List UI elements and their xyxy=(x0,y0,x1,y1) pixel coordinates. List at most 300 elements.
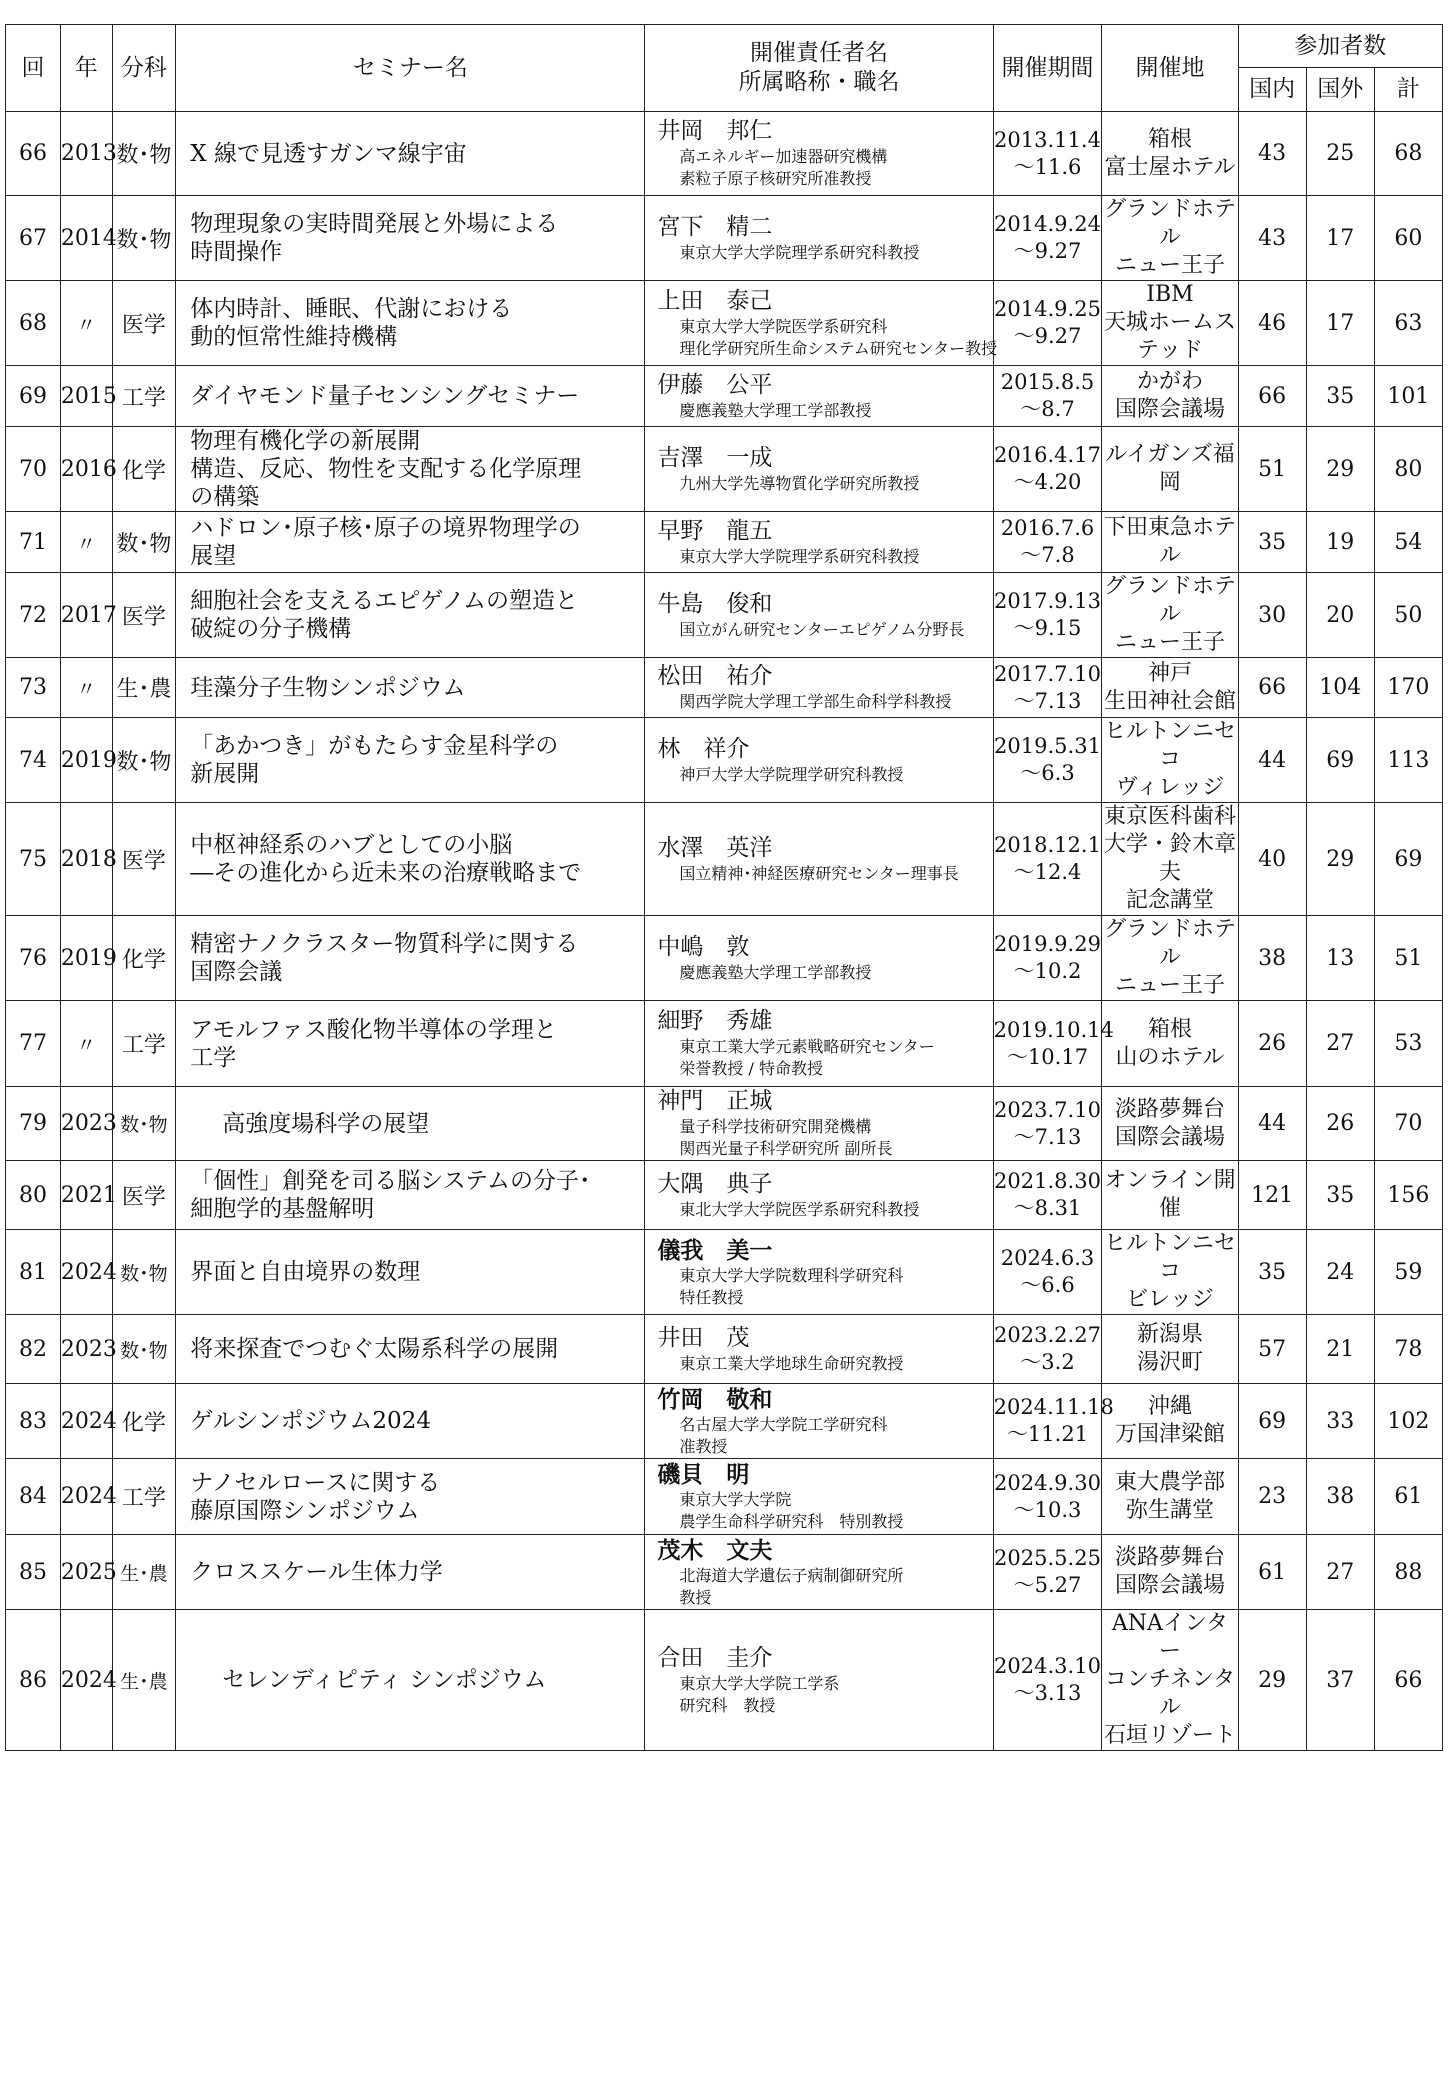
row-year: 2023 xyxy=(60,1087,112,1161)
seminar-title-line: 工学 xyxy=(190,1044,237,1071)
period-line: ～3.13 xyxy=(1013,1681,1082,1705)
period-line: ～11.21 xyxy=(1006,1422,1089,1446)
organizer-affiliation: 高エネルギー加速器研究機構 xyxy=(679,147,888,166)
row-year: 2023 xyxy=(60,1315,112,1384)
organizer-affiliation: 東京大学大学院理学系研究科教授 xyxy=(679,242,920,262)
period-line: ～12.4 xyxy=(1013,860,1082,884)
organizer-name: 井田 茂 xyxy=(657,1324,750,1351)
row-overseas-count: 69 xyxy=(1306,718,1374,803)
row-venue xyxy=(1102,1384,1238,1459)
venue-line: 山のホテル xyxy=(1115,1044,1225,1070)
row-venue xyxy=(1102,1087,1238,1161)
venue-line: 国際会議場 xyxy=(1114,397,1225,422)
row-field: 工学 xyxy=(112,1459,176,1535)
venue-line: 湯沢町 xyxy=(1136,1350,1203,1375)
row-domestic-count: 38 xyxy=(1238,916,1306,1001)
row-overseas-count: 33 xyxy=(1306,1384,1374,1459)
row-number: 70 xyxy=(6,427,61,512)
row-total-count: 53 xyxy=(1374,1001,1442,1087)
row-seminar-title xyxy=(176,803,645,916)
row-venue xyxy=(1102,1535,1238,1610)
period-line: 2023.2.27 xyxy=(994,1323,1101,1347)
seminar-title-line: 国際会議 xyxy=(190,959,283,985)
organizer-affiliation: 農学生命科学研究科 特別教授 xyxy=(679,1512,904,1531)
organizer-name: 上田 泰己 xyxy=(657,287,773,314)
period-line: 2025.5.25 xyxy=(994,1546,1101,1570)
row-organizer xyxy=(645,1087,993,1161)
period-line: 2017.7.10 xyxy=(994,661,1101,686)
venue-line: 弥生講堂 xyxy=(1125,1497,1214,1523)
row-total-count: 54 xyxy=(1374,512,1442,573)
row-seminar-title xyxy=(176,916,645,1001)
period-line: 2021.8.30 xyxy=(994,1169,1101,1193)
organizer-name: 神門 正城 xyxy=(657,1088,773,1114)
row-seminar-title xyxy=(176,1161,645,1230)
period-line: ～3.2 xyxy=(1020,1350,1075,1374)
row-total-count: 102 xyxy=(1374,1384,1442,1459)
table-row xyxy=(6,1001,1443,1087)
venue-line: ANAインター xyxy=(1111,1611,1229,1664)
venue-line: 記念講堂 xyxy=(1125,888,1214,913)
seminar-title-line: 将来探査でつむぐ太陽系科学の展開 xyxy=(190,1336,559,1362)
organizer-affiliation: 北海道大学遺伝子病制御研究所 xyxy=(679,1565,904,1585)
period-line: ～8.7 xyxy=(1020,397,1075,421)
row-seminar-title xyxy=(176,1384,645,1459)
row-field: 生･農 xyxy=(112,658,176,718)
venue-line: 国際会議場 xyxy=(1114,1573,1225,1598)
row-year: 2014 xyxy=(60,196,112,281)
row-seminar-title xyxy=(176,1535,645,1610)
seminar-title-line: X 線で見透すガンマ線宇宙 xyxy=(190,140,467,167)
row-overseas-count: 19 xyxy=(1306,512,1374,573)
organizer-affiliation: 名古屋大学大学院工学研究科 xyxy=(679,1414,888,1434)
row-domestic-count: 30 xyxy=(1238,573,1306,658)
period-line: 2015.8.5 xyxy=(1000,370,1095,394)
organizer-name: 大隅 典子 xyxy=(657,1170,773,1197)
venue-line: オンライン開催 xyxy=(1104,1168,1236,1221)
row-number: 86 xyxy=(6,1610,61,1751)
row-domestic-count: 44 xyxy=(1238,1087,1306,1161)
table-row xyxy=(6,1384,1443,1459)
seminar-title-line: 「あかつき」がもたらす金星科学の xyxy=(190,733,559,759)
organizer-name: 牛島 俊和 xyxy=(657,590,773,617)
table-row xyxy=(6,1087,1443,1161)
row-organizer xyxy=(645,916,993,1001)
organizer-affiliation: 量子科学技術研究開発機構 xyxy=(679,1117,872,1136)
organizer-affiliation: 素粒子原子核研究所准教授 xyxy=(679,169,872,188)
row-field: 数･物 xyxy=(112,1315,176,1384)
organizer-affiliation: 国立精神･神経医療研究センター理事長 xyxy=(679,863,959,883)
period-line: 2014.9.24 xyxy=(994,212,1101,236)
row-number: 74 xyxy=(6,718,61,803)
venue-line: ニュー王子 xyxy=(1114,973,1225,998)
organizer-affiliation: 関西光量子科学研究所 副所長 xyxy=(679,1139,893,1158)
row-organizer xyxy=(645,803,993,916)
row-venue xyxy=(1102,1459,1238,1535)
row-number: 69 xyxy=(6,366,61,427)
organizer-name: 林 祥介 xyxy=(657,735,750,762)
row-total-count: 60 xyxy=(1374,196,1442,281)
organizer-name: 合田 圭介 xyxy=(657,1644,773,1671)
row-venue xyxy=(1102,112,1238,196)
organizer-affiliation: 九州大学先導物質化学研究所教授 xyxy=(679,473,920,493)
table-row xyxy=(6,1230,1443,1315)
row-total-count: 51 xyxy=(1374,916,1442,1001)
period-line: 2017.9.13 xyxy=(994,589,1101,613)
row-organizer xyxy=(645,1315,993,1384)
seminar-title-line: 精密ナノクラスター物質科学に関する xyxy=(190,931,579,957)
row-number: 85 xyxy=(6,1535,61,1610)
row-year: 2021 xyxy=(60,1161,112,1230)
seminar-table xyxy=(5,24,1443,1751)
row-field: 工学 xyxy=(112,1001,176,1087)
seminar-title-line: 構造、反応、物性を支配する化学原理 xyxy=(190,456,582,482)
table-row xyxy=(6,573,1443,658)
row-field: 数･物 xyxy=(112,112,176,196)
row-total-count: 113 xyxy=(1374,718,1442,803)
row-organizer xyxy=(645,718,993,803)
row-year: 2019 xyxy=(60,718,112,803)
period-line: 2014.9.25 xyxy=(994,297,1101,321)
row-period xyxy=(993,1384,1114,1459)
row-period xyxy=(993,1230,1102,1315)
row-venue xyxy=(1102,1610,1238,1751)
seminar-title-line: 「個性」創発を司る脳システムの分子･ xyxy=(190,1168,591,1194)
row-overseas-count: 35 xyxy=(1306,366,1374,427)
row-seminar-title xyxy=(176,196,645,281)
row-year: 2017 xyxy=(60,573,112,658)
row-number: 73 xyxy=(6,658,61,718)
row-seminar-title xyxy=(176,1315,645,1384)
row-number: 77 xyxy=(6,1001,61,1087)
venue-line: 神戸 xyxy=(1147,660,1192,686)
table-row xyxy=(6,196,1443,281)
row-venue xyxy=(1102,916,1238,1001)
seminar-title-line: ダイヤモンド量子センシングセミナー xyxy=(190,383,580,409)
row-seminar-title xyxy=(176,366,645,427)
row-number: 67 xyxy=(6,196,61,281)
row-year: 〃 xyxy=(60,512,112,573)
row-organizer xyxy=(645,573,993,658)
row-seminar-title xyxy=(176,1610,645,1751)
period-line: ～11.6 xyxy=(1013,154,1082,179)
row-organizer xyxy=(645,512,993,573)
row-number: 75 xyxy=(6,803,61,916)
row-year: 2024 xyxy=(60,1610,112,1751)
seminar-title-line: 高強度場科学の展望 xyxy=(222,1110,430,1137)
organizer-affiliation: 東京工業大学元素戦略研究センター xyxy=(679,1037,935,1056)
row-field: 医学 xyxy=(112,281,176,366)
row-organizer xyxy=(645,196,993,281)
row-year: 〃 xyxy=(60,281,112,366)
row-total-count: 78 xyxy=(1374,1315,1442,1384)
venue-line: 沖縄 xyxy=(1147,1394,1192,1419)
table-row xyxy=(6,512,1443,573)
row-total-count: 101 xyxy=(1374,366,1442,427)
period-line: 2019.9.29 xyxy=(994,932,1101,956)
venue-line: 新潟県 xyxy=(1136,1322,1203,1347)
period-line: ～5.27 xyxy=(1013,1573,1082,1597)
organizer-name: 早野 龍五 xyxy=(657,517,773,544)
row-period xyxy=(993,281,1102,366)
organizer-name: 松田 祐介 xyxy=(657,663,773,689)
row-year: 2015 xyxy=(60,366,112,427)
seminar-title-line: 新展開 xyxy=(190,761,260,787)
row-seminar-title xyxy=(176,718,645,803)
row-period xyxy=(993,573,1102,658)
seminar-title-line: 時間操作 xyxy=(190,239,283,265)
row-seminar-title xyxy=(176,573,645,658)
row-seminar-title xyxy=(176,1230,645,1315)
period-line: 2018.12.1 xyxy=(994,833,1101,857)
row-year: 〃 xyxy=(60,1001,112,1087)
venue-line: ビレッジ xyxy=(1126,1287,1214,1312)
venue-line: グランドホテル xyxy=(1103,917,1236,970)
row-year: 〃 xyxy=(60,658,112,718)
row-period xyxy=(993,1459,1102,1535)
row-period xyxy=(993,196,1102,281)
header-field: 分科 xyxy=(112,25,176,112)
organizer-name: 竹岡 敬和 xyxy=(657,1385,773,1413)
row-number: 72 xyxy=(6,573,61,658)
row-seminar-title xyxy=(176,112,645,196)
seminar-title-line: 細胞社会を支えるエピゲノムの塑造と xyxy=(190,588,579,614)
row-organizer xyxy=(645,1459,993,1535)
table-row xyxy=(6,1610,1443,1751)
seminar-title-line: 珪藻分子生物シンポジウム xyxy=(190,674,466,701)
venue-line: 天城ホームス xyxy=(1103,310,1236,335)
row-organizer xyxy=(645,366,993,427)
venue-line: グランドホテル xyxy=(1103,197,1236,250)
row-seminar-title xyxy=(176,658,645,718)
row-overseas-count: 17 xyxy=(1306,281,1374,366)
venue-line: テッド xyxy=(1136,338,1203,363)
header-participants: 参加者数 xyxy=(1238,25,1442,68)
row-domestic-count: 44 xyxy=(1238,718,1306,803)
seminar-title-line: の構築 xyxy=(190,484,260,510)
venue-line: 東大農学部 xyxy=(1114,1469,1225,1495)
organizer-affiliation: 教授 xyxy=(679,1587,712,1607)
row-domestic-count: 23 xyxy=(1238,1459,1306,1535)
row-number: 83 xyxy=(6,1384,61,1459)
seminar-title-line: 展望 xyxy=(190,543,237,569)
row-year: 2013 xyxy=(60,112,112,196)
venue-line: ニュー王子 xyxy=(1114,630,1225,655)
row-overseas-count: 20 xyxy=(1306,573,1374,658)
seminar-title-line: 物理現象の実時間発展と外場による xyxy=(190,211,559,237)
table-row xyxy=(6,427,1443,512)
seminar-title-line: ハドロン･原子核･原子の境界物理学の xyxy=(190,515,581,541)
row-period xyxy=(993,1610,1102,1751)
row-domestic-count: 35 xyxy=(1238,512,1306,573)
row-period xyxy=(993,658,1102,718)
header-year: 年 xyxy=(60,25,112,112)
seminar-title-line: 破綻の分子機構 xyxy=(190,616,352,642)
row-period xyxy=(993,916,1102,1001)
header-domestic: 国内 xyxy=(1238,68,1306,112)
period-line: ～9.27 xyxy=(1013,324,1082,348)
row-overseas-count: 21 xyxy=(1306,1315,1374,1384)
period-line: 2024.9.30 xyxy=(994,1470,1101,1495)
row-overseas-count: 35 xyxy=(1306,1161,1374,1230)
row-seminar-title xyxy=(176,1459,645,1535)
venue-line: 万国津梁館 xyxy=(1114,1422,1225,1447)
row-seminar-title xyxy=(176,1087,645,1161)
row-total-count: 66 xyxy=(1374,1610,1442,1751)
row-domestic-count: 29 xyxy=(1238,1610,1306,1751)
row-period xyxy=(993,366,1102,427)
row-period xyxy=(993,1315,1102,1384)
seminar-title-line: ナノセルロースに関する xyxy=(190,1469,441,1496)
seminar-title-line: セレンディピティ シンポジウム xyxy=(222,1667,547,1693)
period-line: ～10.2 xyxy=(1013,959,1082,983)
row-venue xyxy=(1102,196,1238,281)
organizer-name: 宮下 精二 xyxy=(657,213,773,240)
period-line: ～7.13 xyxy=(1013,688,1082,713)
period-line: ～6.6 xyxy=(1020,1273,1075,1297)
row-venue xyxy=(1102,281,1238,366)
row-period xyxy=(993,718,1102,803)
header-seminar: セミナー名 xyxy=(176,25,645,112)
period-line: 2024.11.18 xyxy=(993,1395,1114,1419)
period-line: 2016.7.6 xyxy=(1000,516,1095,540)
venue-line: グランドホテル xyxy=(1103,574,1236,627)
row-venue xyxy=(1102,512,1238,573)
row-year: 2024 xyxy=(60,1384,112,1459)
row-domestic-count: 121 xyxy=(1238,1161,1306,1230)
row-period xyxy=(993,1087,1102,1161)
row-field: 医学 xyxy=(112,803,176,916)
row-venue xyxy=(1102,658,1238,718)
organizer-affiliation: 准教授 xyxy=(679,1436,728,1456)
organizer-affiliation: 神戸大学大学院理学研究科教授 xyxy=(679,764,904,784)
row-field: 数･物 xyxy=(112,1230,176,1315)
seminar-title-line: クロススケール生体力学 xyxy=(190,1559,443,1585)
row-venue xyxy=(1102,366,1238,427)
row-overseas-count: 26 xyxy=(1306,1087,1374,1161)
period-line: ～4.20 xyxy=(1013,470,1082,494)
venue-line: ニュー王子 xyxy=(1114,253,1225,278)
row-overseas-count: 38 xyxy=(1306,1459,1374,1535)
organizer-affiliation: 東京大学大学院 xyxy=(679,1490,792,1509)
organizer-name: 井岡 邦仁 xyxy=(657,118,773,144)
organizer-affiliation: 東京大学大学院医学系研究科 xyxy=(679,316,888,336)
row-year: 2025 xyxy=(60,1535,112,1610)
row-year: 2018 xyxy=(60,803,112,916)
row-total-count: 88 xyxy=(1374,1535,1442,1610)
period-line: 2019.5.31 xyxy=(994,734,1101,758)
organizer-affiliation: 栄誉教授 / 特命教授 xyxy=(679,1059,823,1078)
organizer-name: 吉澤 一成 xyxy=(657,444,773,471)
venue-line: ヴィレッジ xyxy=(1115,775,1225,800)
row-total-count: 156 xyxy=(1374,1161,1442,1230)
row-organizer xyxy=(645,1384,993,1459)
row-venue xyxy=(1102,1001,1238,1087)
venue-line: 国際会議場 xyxy=(1114,1124,1225,1150)
organizer-name: 細野 秀雄 xyxy=(657,1008,773,1034)
venue-line: 淡路夢舞台 xyxy=(1114,1096,1225,1122)
venue-line: 箱根 xyxy=(1147,126,1192,152)
row-seminar-title xyxy=(176,512,645,573)
row-number: 68 xyxy=(6,281,61,366)
header-organizer-line2: 所属略称・職名 xyxy=(738,69,900,95)
organizer-name: 磯貝 明 xyxy=(657,1461,750,1488)
row-venue xyxy=(1102,1230,1238,1315)
row-field: 生･農 xyxy=(112,1535,176,1610)
row-domestic-count: 43 xyxy=(1238,112,1306,196)
row-venue xyxy=(1102,427,1238,512)
organizer-affiliation: 東京大学大学院工学系 xyxy=(679,1673,840,1693)
row-field: 化学 xyxy=(112,427,176,512)
row-total-count: 59 xyxy=(1374,1230,1442,1315)
venue-line: 箱根 xyxy=(1147,1016,1192,1042)
period-line: ～10.17 xyxy=(1006,1044,1089,1069)
table-row xyxy=(6,658,1443,718)
period-line: ～9.15 xyxy=(1013,616,1082,640)
organizer-name: 中嶋 敦 xyxy=(657,933,750,960)
row-period xyxy=(993,1535,1102,1610)
table-row xyxy=(6,1459,1443,1535)
row-field: 数･物 xyxy=(112,1087,176,1161)
organizer-name: 伊藤 公平 xyxy=(657,371,773,398)
row-total-count: 170 xyxy=(1374,658,1442,718)
venue-line: 富士屋ホテル xyxy=(1104,154,1236,180)
row-number: 81 xyxy=(6,1230,61,1315)
venue-line: 下田東急ホテル xyxy=(1103,515,1236,568)
venue-line: コンチネンタル xyxy=(1104,1667,1236,1720)
period-line: 2019.10.14 xyxy=(993,1017,1114,1042)
header-organizer xyxy=(645,25,993,112)
table-row xyxy=(6,366,1443,427)
row-field: 数･物 xyxy=(112,512,176,573)
row-field: 工学 xyxy=(112,366,176,427)
row-total-count: 68 xyxy=(1374,112,1442,196)
venue-line: かがわ xyxy=(1136,369,1203,394)
row-venue xyxy=(1102,718,1238,803)
row-organizer xyxy=(645,1610,993,1751)
row-total-count: 63 xyxy=(1374,281,1442,366)
row-seminar-title xyxy=(176,427,645,512)
row-overseas-count: 27 xyxy=(1306,1535,1374,1610)
organizer-affiliation: 東京大学大学院数理科学研究科 xyxy=(679,1265,904,1285)
row-year: 2024 xyxy=(60,1459,112,1535)
period-line: ～9.27 xyxy=(1013,239,1082,263)
period-line: ～10.3 xyxy=(1013,1497,1082,1522)
row-organizer xyxy=(645,427,993,512)
row-overseas-count: 27 xyxy=(1306,1001,1374,1087)
row-organizer xyxy=(645,1161,993,1230)
row-organizer xyxy=(645,112,993,196)
venue-line: 淡路夢舞台 xyxy=(1114,1545,1225,1570)
row-field: 生･農 xyxy=(112,1610,176,1751)
organizer-affiliation: 関西学院大学理工学部生命科学科教授 xyxy=(679,692,952,711)
table-body xyxy=(6,112,1443,1751)
row-organizer xyxy=(645,658,993,718)
row-domestic-count: 35 xyxy=(1238,1230,1306,1315)
row-field: 化学 xyxy=(112,916,176,1001)
row-period xyxy=(993,112,1102,196)
table-row xyxy=(6,1535,1443,1610)
row-venue xyxy=(1102,803,1238,916)
period-line: 2013.11.4 xyxy=(994,127,1101,152)
venue-line: ルイガンズ福岡 xyxy=(1105,442,1235,495)
row-domestic-count: 61 xyxy=(1238,1535,1306,1610)
row-total-count: 80 xyxy=(1374,427,1442,512)
row-total-count: 61 xyxy=(1374,1459,1442,1535)
row-organizer xyxy=(645,1001,993,1087)
row-overseas-count: 24 xyxy=(1306,1230,1374,1315)
row-period xyxy=(993,1001,1114,1087)
